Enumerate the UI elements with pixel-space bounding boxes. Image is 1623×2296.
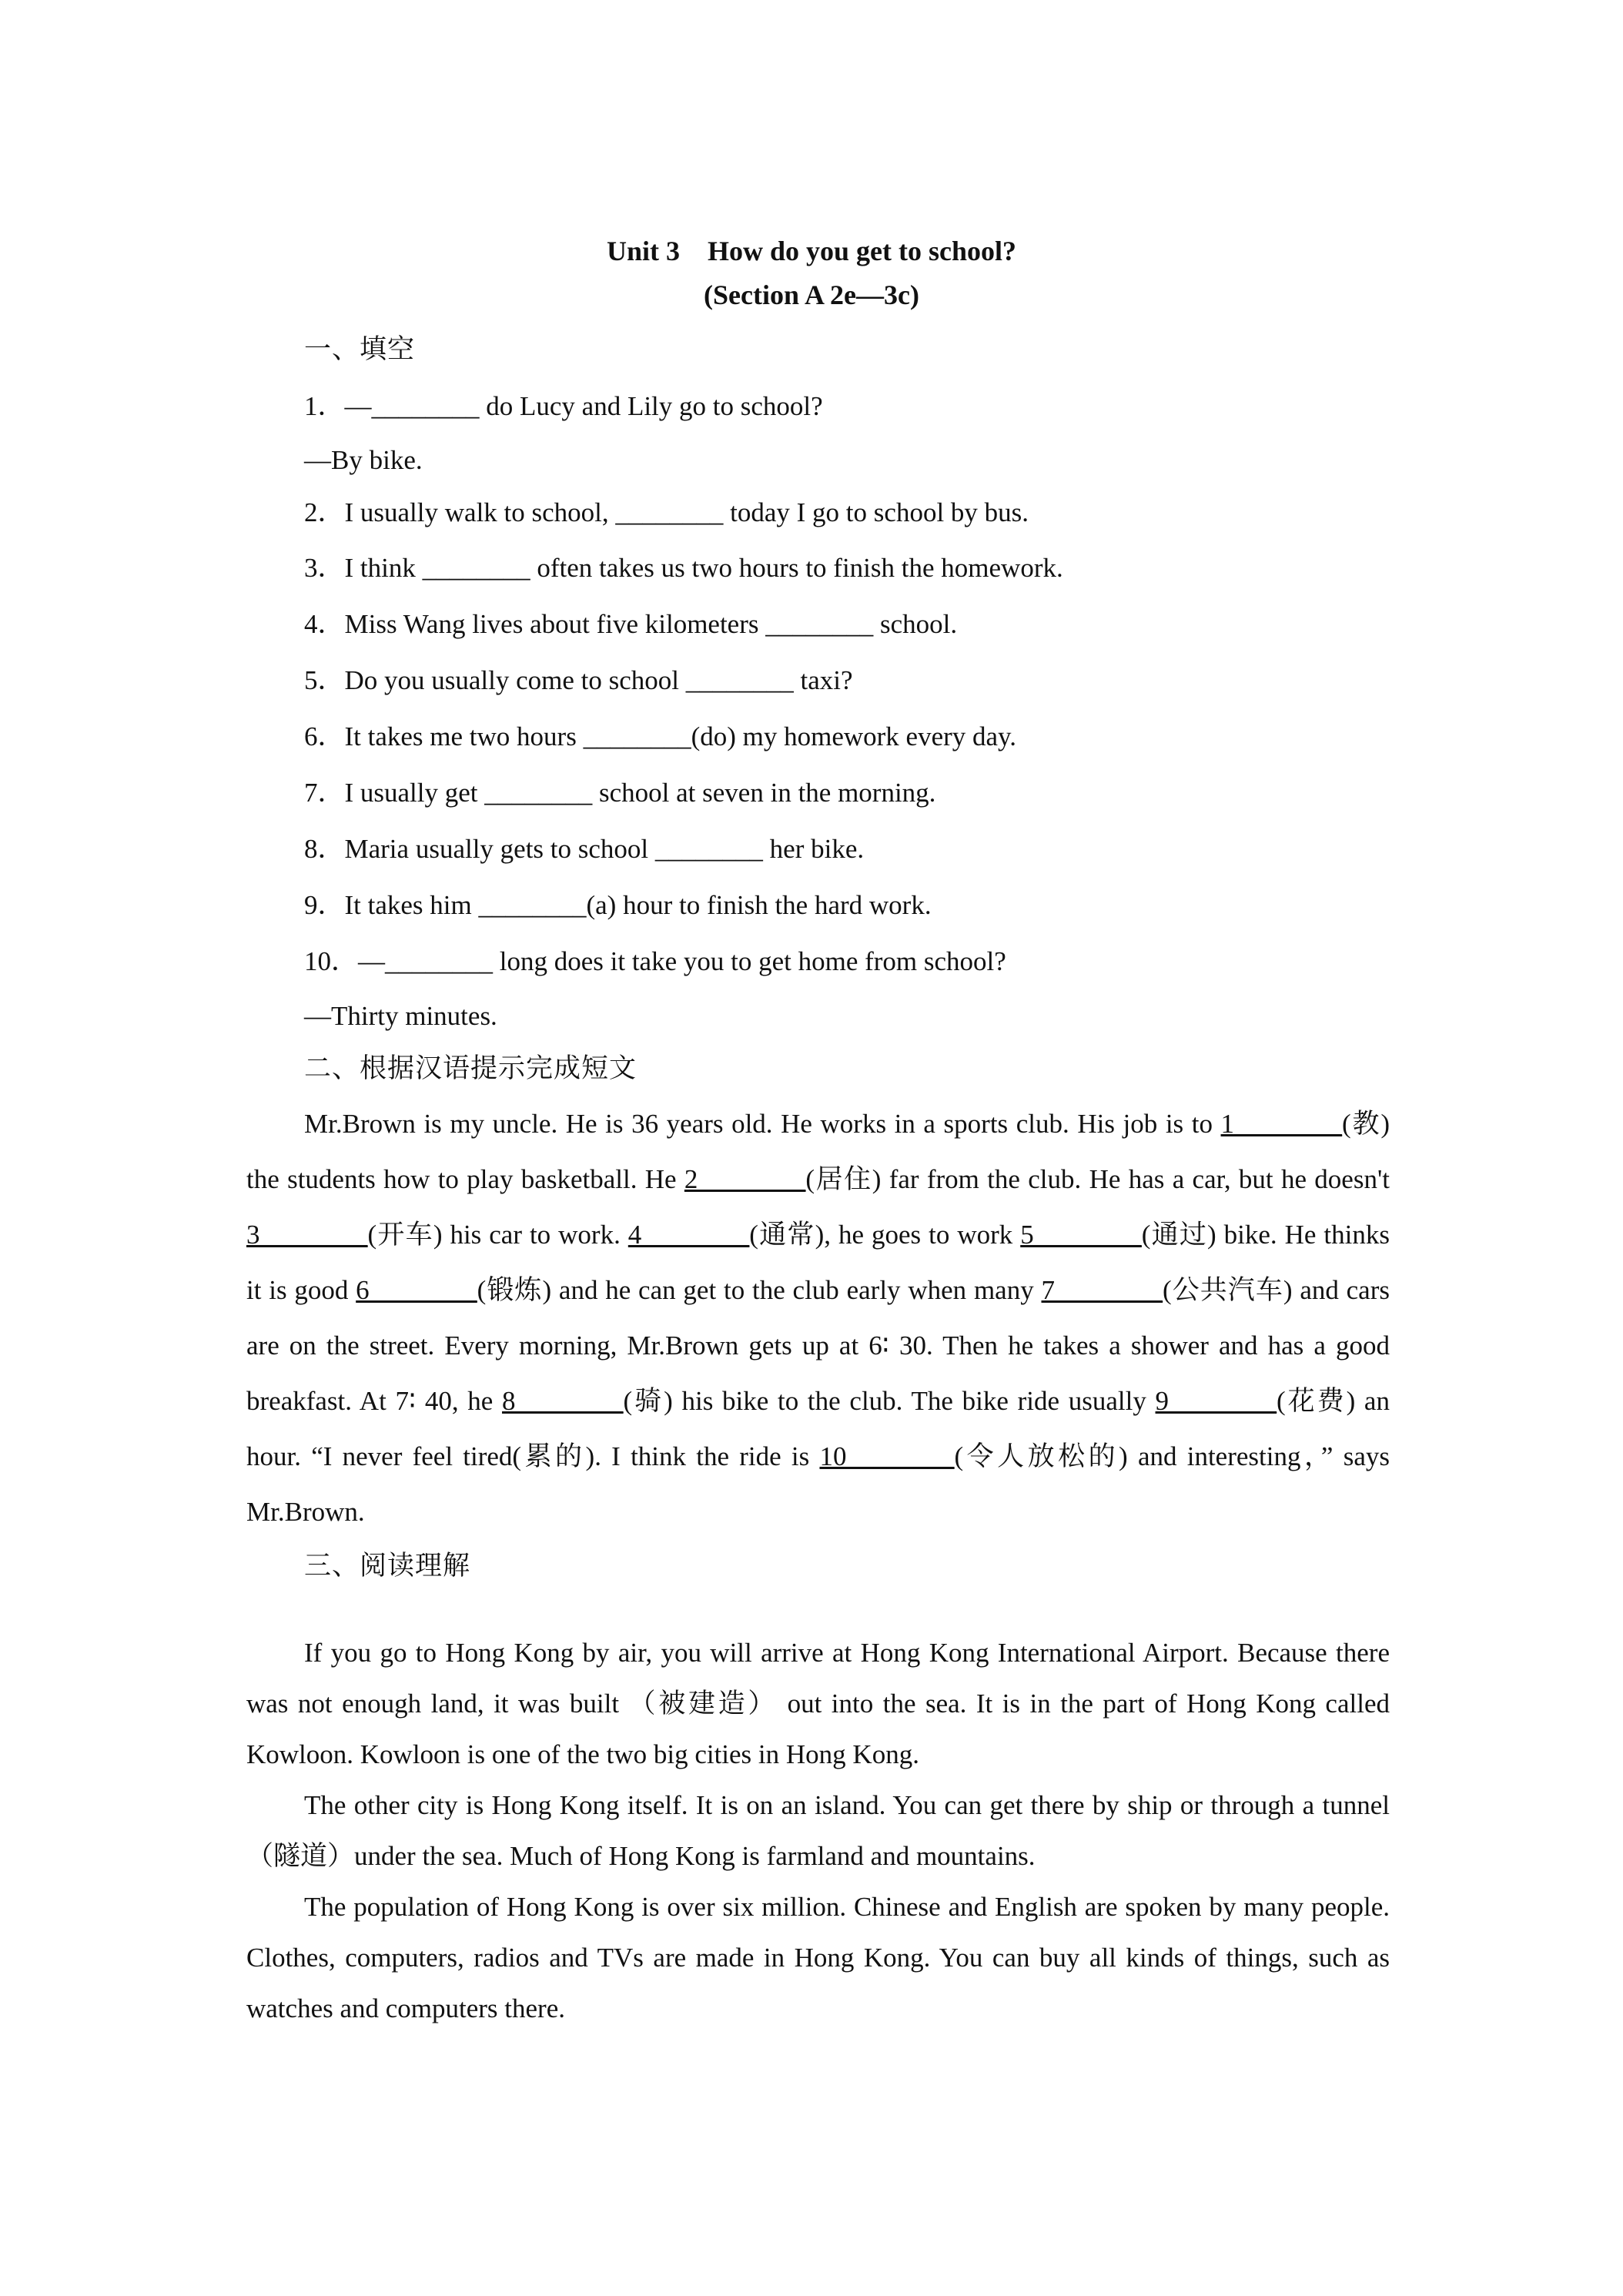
cloze-text: Mr.Brown is my uncle. He is 36 years old. He works in a sports club. His job is to xyxy=(304,1109,1221,1139)
blank-2[interactable]: 2________ xyxy=(684,1164,806,1194)
blank-5[interactable]: 5________ xyxy=(1020,1220,1142,1250)
cloze-text: (通常), he goes to work xyxy=(749,1220,1021,1250)
question-7: 7．I usually get ________ school at seven in the morning. xyxy=(304,778,936,808)
question-1: 1．—________ do Lucy and Lily go to school? xyxy=(304,391,823,421)
cloze-text: (锻炼) and he can get to the club early when many xyxy=(477,1275,1042,1305)
cloze-text: (花费) an hour. “I never feel tired(累的). I think the ride is xyxy=(246,1386,1390,1471)
reading-paragraph-3: The population of Hong Kong is over six million. Chinese and English are spoken by many people. Clothes, computers, radios and TVs are made in Hong Kong. You can buy all kinds of things, such as watches and computers there. xyxy=(246,1892,1390,2023)
section-2-heading: 二、根据汉语提示完成短文 xyxy=(304,1053,637,1083)
blank-1[interactable]: 1________ xyxy=(1220,1109,1343,1139)
blank-6[interactable]: 6________ xyxy=(356,1275,477,1305)
blank-8[interactable]: 8________ xyxy=(502,1386,624,1416)
question-9: 9．It takes him ________(a) hour to finish the hard work. xyxy=(304,890,932,920)
reading-paragraph-2: The other city is Hong Kong itself. It is on an island. You can get there by ship or through a tunnel（隧道）under the sea. Much of Hong Kong is farmland and mountains. xyxy=(246,1790,1390,1871)
blank-10[interactable]: 10________ xyxy=(819,1441,955,1471)
question-4: 4．Miss Wang lives about five kilometers ________ school. xyxy=(304,609,958,639)
section-1-heading: 一、填空 xyxy=(304,334,416,364)
cloze-text: (居住) far from the club. He has a car, but he doesn't xyxy=(805,1164,1390,1194)
question-10: 10．—________ long does it take you to get home from school? xyxy=(304,946,1006,976)
blank-4[interactable]: 4________ xyxy=(627,1220,750,1250)
question-6: 6．It takes me two hours ________(do) my homework every day. xyxy=(304,721,1017,751)
answer-10: —Thirty minutes. xyxy=(304,1001,497,1031)
cloze-text: (骑) his bike to the club. The bike ride usually xyxy=(623,1386,1156,1416)
cloze-text: (通过) bike. He thinks it is good xyxy=(246,1220,1390,1305)
blank-3[interactable]: 3________ xyxy=(246,1220,368,1250)
cloze-text: (公共汽车) and cars are on the street. Every morning, Mr.Brown gets up at 6∶ 30. Then he takes a shower and has a good breakfast. At 7∶ 40, he xyxy=(246,1275,1390,1416)
reading-passage xyxy=(246,1628,1390,2034)
question-2: 2．I usually walk to school, ________ today I go to school by bus. xyxy=(304,497,1029,527)
cloze-text: (开车) his car to work. xyxy=(367,1220,628,1250)
section-3-heading: 三、阅读理解 xyxy=(304,1551,471,1581)
cloze-text: (教) the students how to play basketball. He xyxy=(246,1109,1390,1194)
reading-paragraph-1: If you go to Hong Kong by air, you will arrive at Hong Kong International Airport. Because there was not enough land, it was built （被建造） out into the sea. It is in the part of Hong Kong called Kowloon. Kowloon is one of the two big cities in Hong Kong. xyxy=(246,1638,1390,1769)
question-5: 5．Do you usually come to school ________ taxi? xyxy=(304,665,853,695)
question-3: 3．I think ________ often takes us two hours to finish the homework. xyxy=(304,553,1063,583)
section-subtitle: (Section A 2e—3c) xyxy=(704,279,919,310)
blank-9[interactable]: 9________ xyxy=(1155,1386,1277,1416)
cloze-passage xyxy=(246,1096,1390,1540)
answer-1: —By bike. xyxy=(304,445,423,475)
question-8: 8．Maria usually gets to school ________ her bike. xyxy=(304,834,865,864)
unit-title: Unit 3 How do you get to school? xyxy=(606,236,1017,266)
cloze-text: (令人放松的) and interesting，” says Mr.Brown. xyxy=(246,1441,1390,1527)
blank-7[interactable]: 7________ xyxy=(1041,1275,1163,1305)
